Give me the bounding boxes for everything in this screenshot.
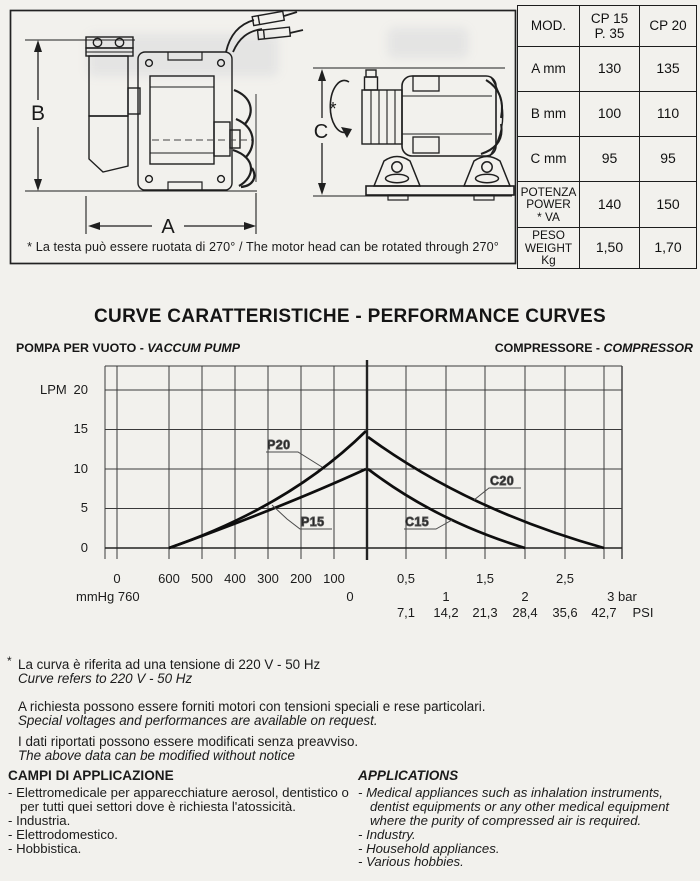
table-row: POTENZA POWER * VA 140 150 (518, 182, 697, 228)
mounting-feet (374, 157, 510, 187)
compressor-subtitle: COMPRESSORE - COMPRESSOR (494, 341, 693, 355)
x-tick-psi: 21,3 (472, 605, 498, 620)
x-tick-mmhg: 200 (290, 571, 312, 586)
table-row: C mm 95 95 (518, 137, 697, 182)
list-item: - Industry. (358, 828, 698, 842)
dimension-b-label: B (30, 102, 46, 125)
curve-label-c15: C15 (405, 515, 430, 529)
applications-title-it: CAMPI DI APPLICAZIONE (8, 768, 174, 783)
vacuum-pump-subtitle: POMPA PER VUOTO - VACCUM PUMP (16, 341, 240, 355)
x-tick-mmhg: 100 (323, 571, 345, 586)
x-tick-psi: 42,7 (591, 605, 617, 620)
note-special-en: Special voltages and performances are available on request. (18, 713, 378, 728)
list-item: - Industria. (8, 814, 355, 828)
curve-label-c20: C20 (490, 474, 515, 488)
curve-label-p15: P15 (301, 515, 325, 529)
note-voltage-en: Curve refers to 220 V - 50 Hz (18, 671, 193, 686)
fan-shroud (481, 77, 503, 156)
list-item: - Household appliances. (358, 842, 698, 856)
rotation-asterisk: * (329, 99, 337, 119)
note-special-it: A richiesta possono essere forniti motori con tensioni speciali e rese particolari. (18, 699, 486, 714)
col-cp20: CP 20 (640, 6, 697, 47)
performance-chart (0, 355, 700, 625)
drawing-caption: * La testa può essere ruotata di 270° / The motor head can be rotated through 270° (27, 240, 499, 254)
x-tick-mmhg: 0 (113, 571, 121, 586)
col-model: MOD. (518, 6, 580, 47)
curves (169, 431, 604, 548)
x-tick-psi: 14,2 (433, 605, 459, 620)
wires (226, 12, 303, 52)
table-row: A mm 130 135 (518, 47, 697, 92)
x-axis-psi-label: PSI (632, 605, 654, 620)
x-tick-psi: 28,4 (512, 605, 538, 620)
y-tick: 20 (73, 382, 88, 397)
y-tick: 0 (80, 540, 88, 555)
x-tick-zero: 0 (346, 589, 354, 604)
list-item: - Hobbistica. (8, 842, 355, 856)
x-tick-bar: 2 (521, 589, 529, 604)
fan-blades (233, 90, 254, 187)
note-modify-en: The above data can be modified without notice (18, 748, 295, 763)
table-row: B mm 100 110 (518, 92, 697, 137)
y-tick: 15 (73, 421, 88, 436)
list-item: - Various hobbies. (358, 855, 698, 869)
x-tick-mmhg: 600 (158, 571, 180, 586)
x-tick-bar: 1,5 (475, 571, 495, 586)
x-tick-mmhg: 300 (257, 571, 279, 586)
spec-table-header-row (518, 6, 697, 47)
dimension-a-label: A (161, 216, 175, 238)
x-axis-mmhg-label: mmHg 760 (76, 589, 140, 604)
note-voltage-it: * La curva è riferita ad una tensione di 220 V - 50 Hz (7, 654, 321, 672)
note-modify-it: I dati riportati possono essere modificati senza preavviso. (18, 734, 359, 749)
x-tick-bar: 0,5 (396, 571, 416, 586)
list-item: - Medical appliances such as inhalation instruments, dentist equipments or any other medical equipment where the purity of compressed air is required. (358, 786, 698, 828)
x-axis-bar-label: 3 bar (607, 589, 637, 604)
y-tick: 5 (80, 500, 88, 515)
x-tick-bar: 2,5 (555, 571, 575, 586)
col-cp15: CP 15 P. 35 (580, 6, 640, 47)
pump-end-view (313, 68, 514, 200)
x-tick-psi: 35,6 (552, 605, 578, 620)
dimension-c-label: C (313, 121, 329, 143)
x-tick-psi: 7,1 (396, 605, 416, 620)
applications-italian (8, 769, 355, 855)
list-item: - Elettrodomestico. (8, 828, 355, 842)
curve-label-p20: P20 (267, 438, 291, 452)
applications-title-en: APPLICATIONS (358, 768, 459, 783)
spec-table (517, 5, 697, 269)
table-row: PESO WEIGHT Kg 1,50 1,70 (518, 228, 697, 269)
y-axis-unit: LPM (40, 382, 67, 397)
x-tick-bar: 1 (442, 589, 450, 604)
x-tick-mmhg: 400 (224, 571, 246, 586)
applications-english (358, 769, 698, 869)
list-item: - Elettromedicale per apparecchiature aerosol, dentistico o per tutti quei settori dove è richiesta l'atossicità. (8, 786, 355, 814)
y-tick: 10 (73, 461, 88, 476)
pump-side-view (25, 11, 303, 234)
page-title: CURVE CARATTERISTICHE - PERFORMANCE CURVES (94, 306, 606, 327)
x-tick-mmhg: 500 (191, 571, 213, 586)
